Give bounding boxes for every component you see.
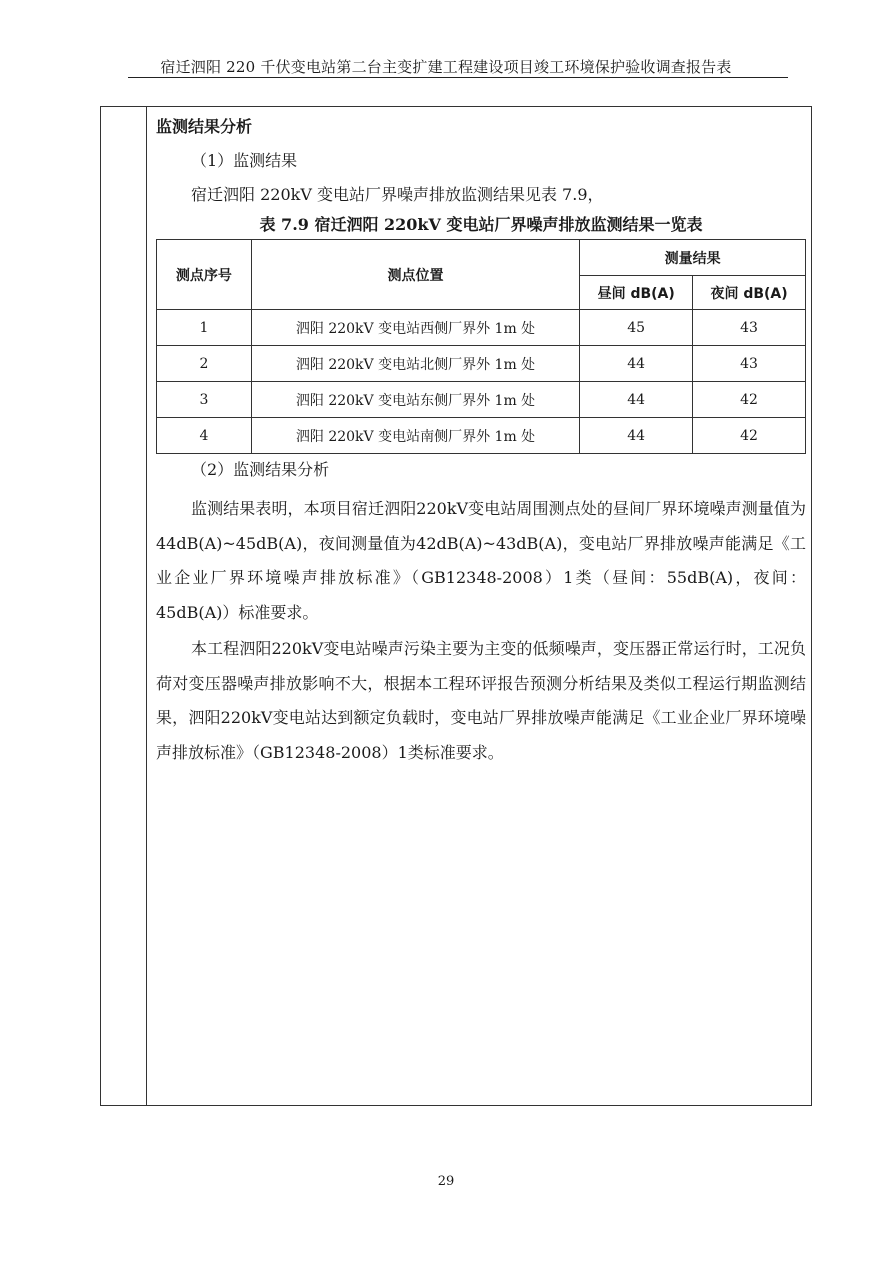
cell-location: 泗阳 220kV 变电站北侧厂界外 1m 处 bbox=[251, 346, 579, 382]
cell-point-no: 4 bbox=[157, 418, 252, 454]
table-row bbox=[157, 382, 806, 418]
cell-night-value: 43 bbox=[693, 346, 806, 382]
cell-location: 泗阳 220kV 变电站南侧厂界外 1m 处 bbox=[251, 418, 579, 454]
subheading-results: （1）监测结果 bbox=[191, 151, 298, 170]
cell-night-value: 43 bbox=[693, 310, 806, 346]
col-header-point-no: 测点序号 bbox=[157, 240, 252, 310]
content-cell bbox=[156, 115, 806, 770]
cell-location: 泗阳 220kV 变电站东侧厂界外 1m 处 bbox=[251, 382, 579, 418]
cell-point-no: 3 bbox=[157, 382, 252, 418]
cell-location: 泗阳 220kV 变电站西侧厂界外 1m 处 bbox=[251, 310, 579, 346]
intro-line: 宿迁泗阳 220kV 变电站厂界噪声排放监测结果见表 7.9， bbox=[191, 185, 604, 204]
left-label-column bbox=[101, 107, 147, 1105]
section-heading: 监测结果分析 bbox=[156, 117, 253, 136]
table-caption: 表 7.9 宿迁泗阳 220kV 变电站厂界噪声排放监测结果一览表 bbox=[259, 215, 703, 234]
report-frame bbox=[100, 106, 812, 1106]
page-header-title: 宿迁泗阳 220 千伏变电站第二台主变扩建工程建设项目竣工环境保护验收调查报告表 bbox=[160, 58, 732, 76]
cell-day-value: 44 bbox=[580, 418, 693, 454]
subheading-analysis: （2）监测结果分析 bbox=[191, 460, 330, 479]
col-header-night: 夜间 dB(A) bbox=[693, 276, 806, 310]
table-row bbox=[157, 418, 806, 454]
cell-night-value: 42 bbox=[693, 418, 806, 454]
col-header-measurement: 测量结果 bbox=[580, 240, 806, 276]
col-header-day: 昼间 dB(A) bbox=[580, 276, 693, 310]
analysis-paragraph-2: 本工程泗阳220kV变电站噪声污染主要为主变的低频噪声，变压器正常运行时，工况负荷对变压器噪声排放影响不大，根据本工程环评报告预测分析结果及类似工程运行期监测结果，泗阳220kV变电站达到额定负载时，变电站厂界排放噪声能满足《工业企业厂界环境噪声排放标准》（GB12348-2008）1类标准要求。 bbox=[156, 639, 806, 762]
cell-point-no: 1 bbox=[157, 310, 252, 346]
page-number: 29 bbox=[437, 1174, 455, 1189]
cell-day-value: 44 bbox=[580, 382, 693, 418]
cell-night-value: 42 bbox=[693, 382, 806, 418]
cell-day-value: 44 bbox=[580, 346, 693, 382]
header-rule bbox=[128, 77, 788, 78]
table-row bbox=[157, 346, 806, 382]
col-header-location: 测点位置 bbox=[251, 240, 579, 310]
noise-results-table bbox=[156, 239, 806, 454]
analysis-paragraph-1: 监测结果表明，本项目宿迁泗阳220kV变电站周围测点处的昼间厂界环境噪声测量值为44dB(A)~45dB(A)，夜间测量值为42dB(A)~43dB(A)，变电站厂界排放噪声能满足《工业企业厂界环境噪声排放标准》（GB12348-2008）1类（昼间：55dB(A)，夜间：45dB(A)）标准要求。 bbox=[156, 499, 806, 622]
cell-day-value: 45 bbox=[580, 310, 693, 346]
table-row bbox=[157, 310, 806, 346]
cell-point-no: 2 bbox=[157, 346, 252, 382]
